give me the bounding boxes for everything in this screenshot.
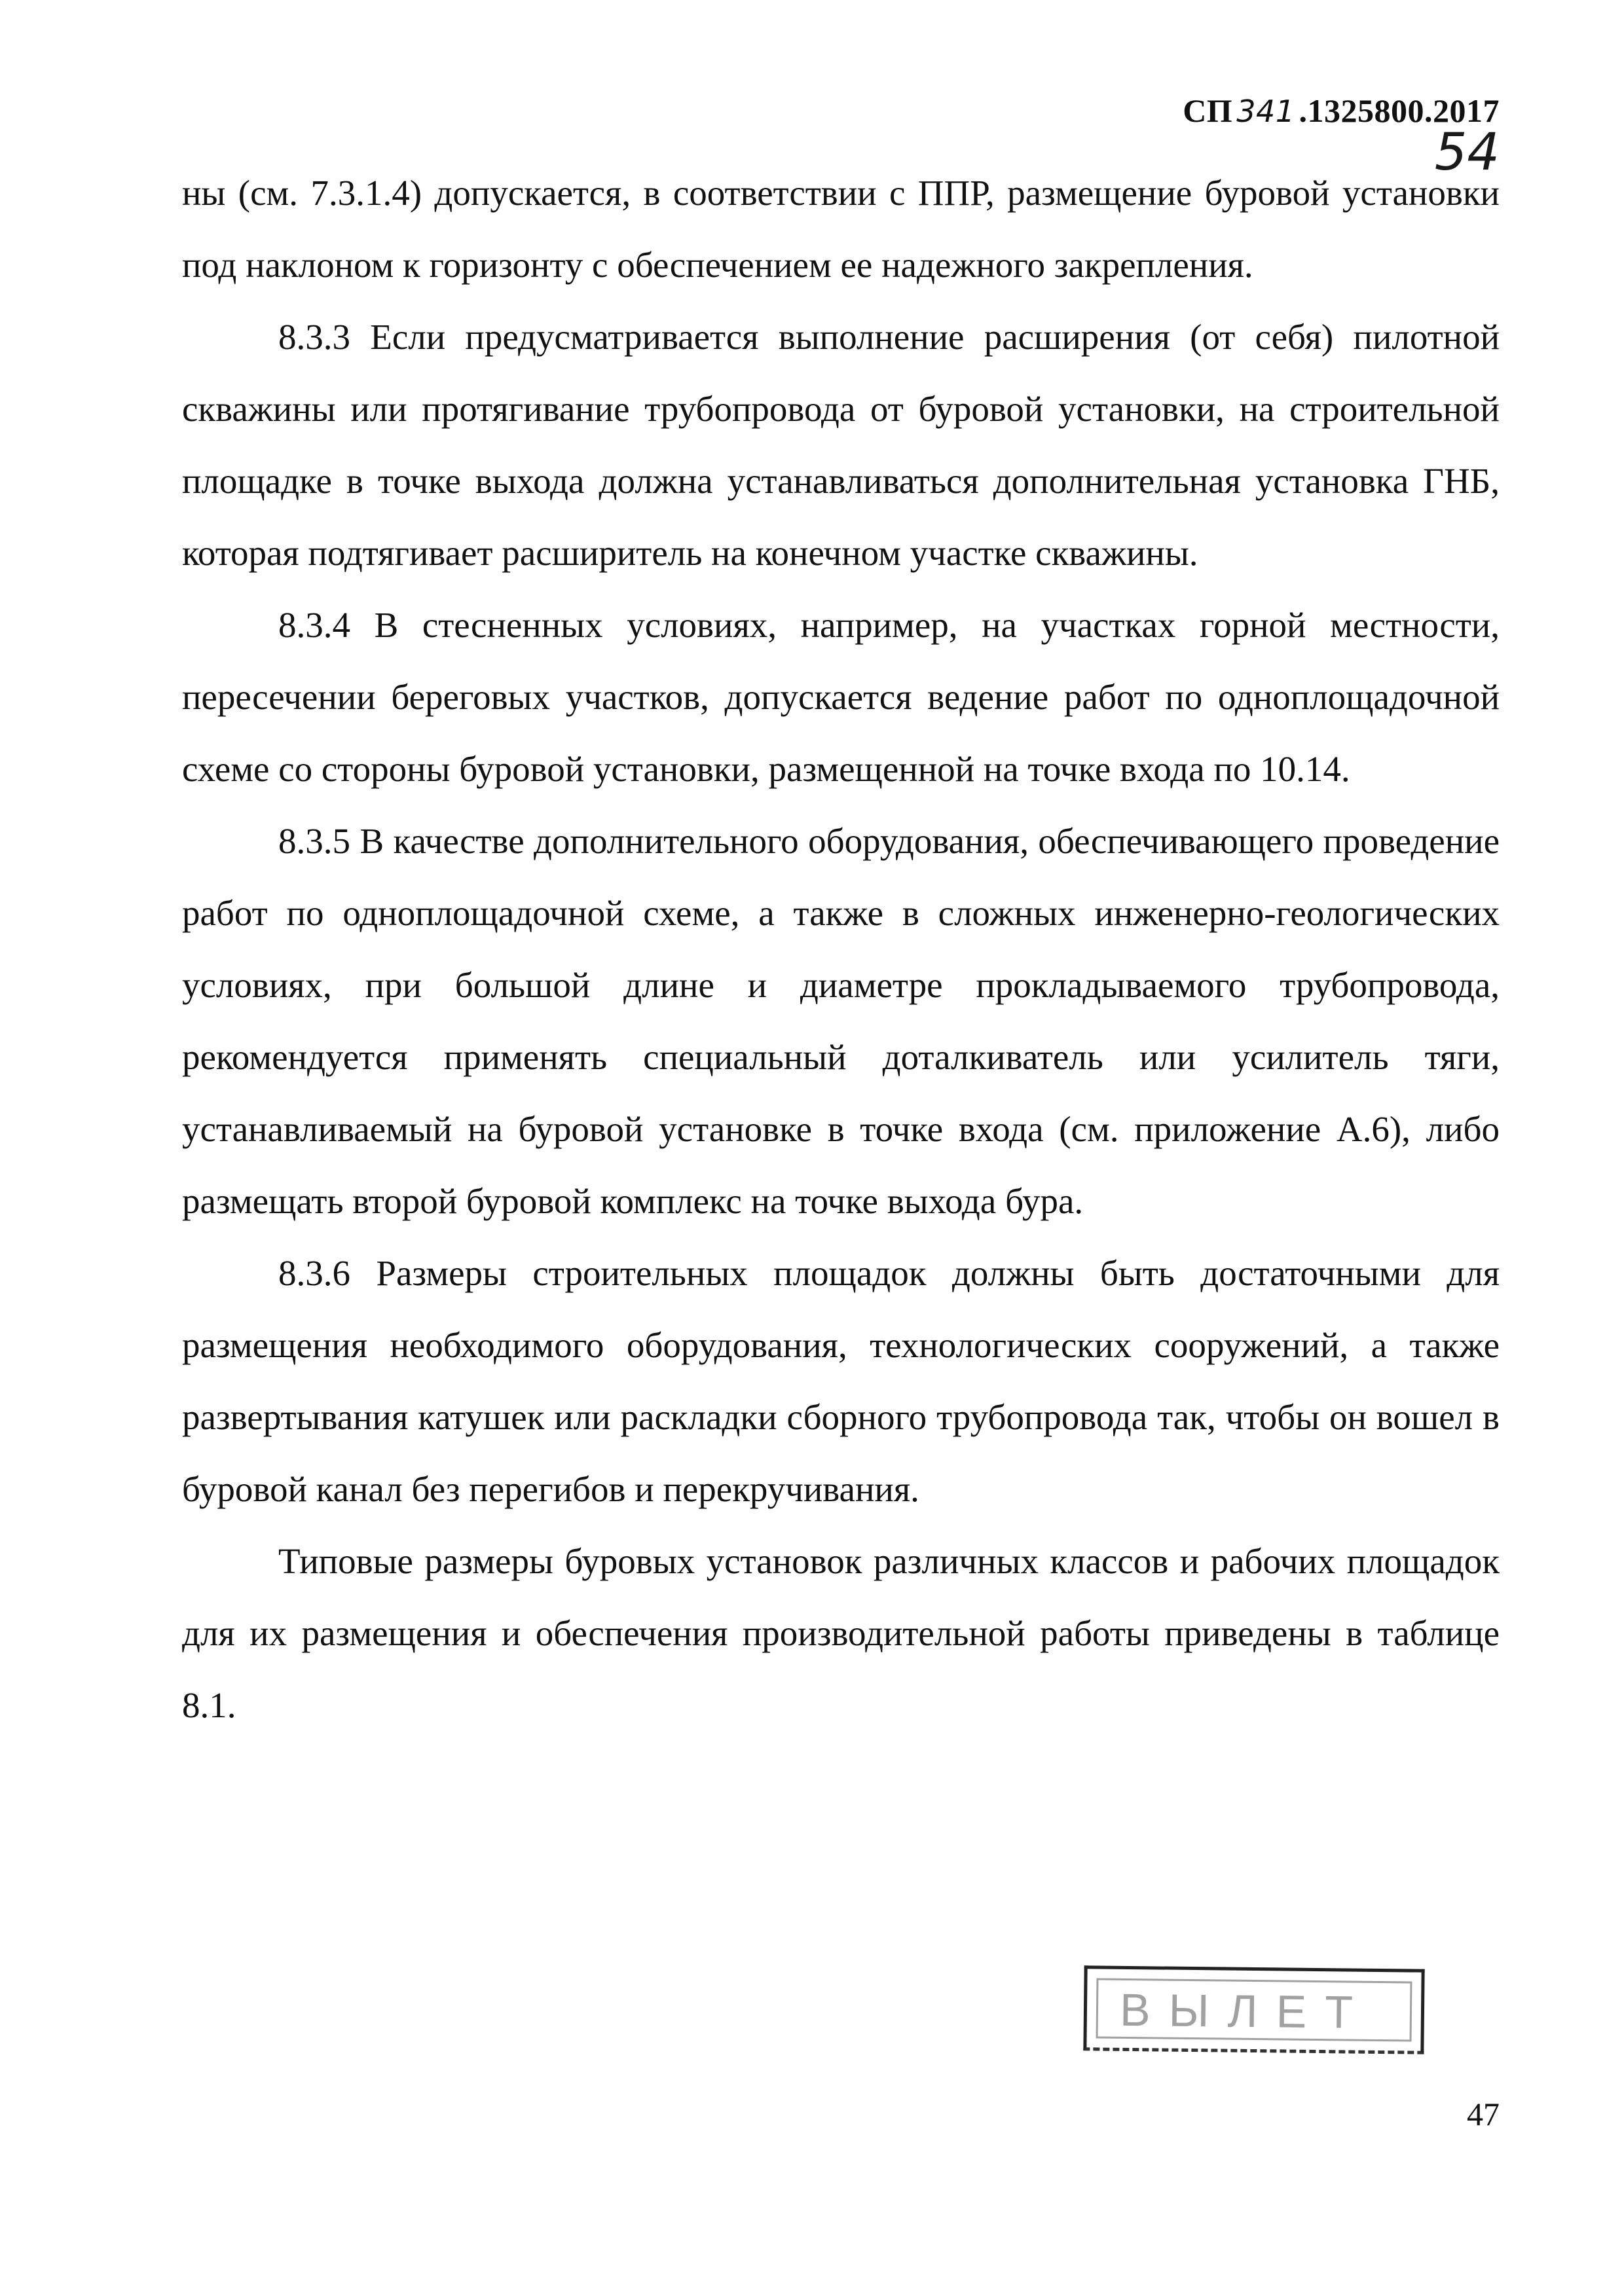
ink-stamp — [1083, 1965, 1424, 2054]
paragraph-8-3-6: 8.3.6 Размеры строительных площадок должны быть достаточными для размещения необходимого оборудования, технологических сооружений, а также развертывания катушек или раскладки сборного трубопровода так, чтобы он вошел в буровой канал без перегибов и перекручивания. — [182, 1253, 1500, 1509]
paragraph-8-3-3: 8.3.3 Если предусматривается выполнение расширения (от себя) пилотной скважины или протягивание трубопровода от буровой установки, на строительной площадке в точке выхода должна устанавливаться дополнительная установка ГНБ, которая подтягивает расширитель на конечном участке скважины. — [182, 317, 1500, 573]
code-prefix: СП — [1183, 92, 1233, 129]
paragraph-8-3-5: 8.3.5 В качестве дополнительного оборудования, обеспечивающего проведение работ по одноплощадочной схеме, а также в сложных инженерно-геологических условиях, при большой длине и диаметре прокладываемого трубопровода, рекомендуется применять специальный доталкиватель или усилитель тяги, устанавливаемый на буровой установке в точке входа (см. приложение А.6), либо размещать второй буровой комплекс на точке выхода бура. — [182, 821, 1500, 1221]
page-number: 47 — [1467, 2096, 1500, 2132]
body-text — [182, 157, 1500, 1741]
paragraph-table-reference: Типовые размеры буровых установок различных классов и рабочих площадок для их размещения и обеспечения производительной работы приведены в таблице 8.1. — [182, 1541, 1500, 1725]
paragraph-8-3-4: 8.3.4 В стесненных условиях, например, на участках горной местности, пересечении береговых участков, допускается ведение работ по одноплощадочной схеме со стороны буровой установки, размещенной на точке входа по 10.14. — [182, 605, 1500, 789]
paragraph-continuation: ны (см. 7.3.1.4) допускается, в соответствии с ППР, размещение буровой установки под наклоном к горизонту с обеспечением ее надежного закрепления. — [182, 173, 1500, 285]
code-handwritten-number: 341 — [1236, 94, 1295, 129]
handwritten-sheet-number: 54 — [1434, 123, 1500, 182]
stamp-text: ВЫЛЕТ — [1119, 1984, 1372, 2038]
code-suffix: .1325800.2017 — [1299, 92, 1500, 129]
